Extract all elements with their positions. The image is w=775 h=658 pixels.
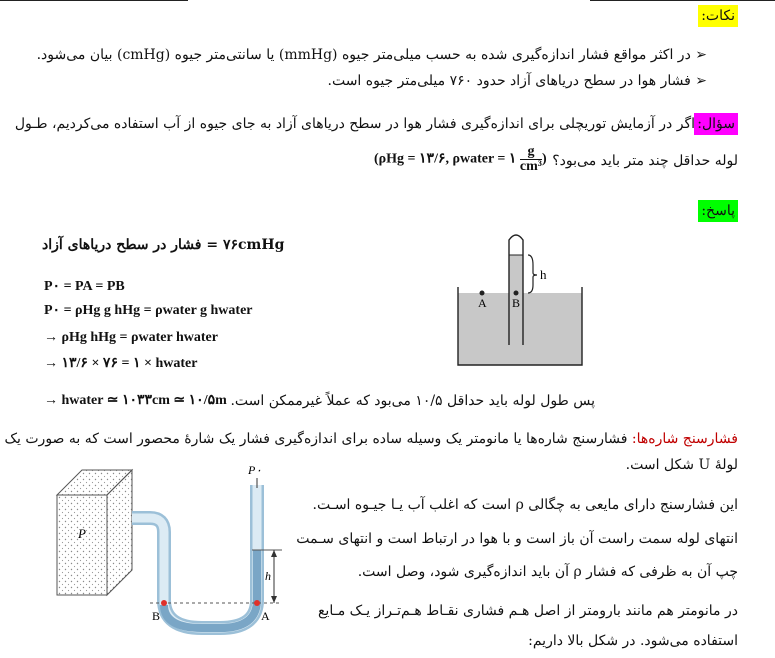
bullet-arrow-icon: ➢ <box>695 47 707 63</box>
point-B-manometer <box>161 600 167 606</box>
manometer-p2: انتهای لوله سمت راست آن باز است و با هوا در ارتباط است و انتهای سـمت <box>296 531 738 547</box>
question-line-2: لوله حداقل چند متر باید می‌بود؟ <box>552 153 738 169</box>
bullet-arrow-icon: ➢ <box>695 73 707 89</box>
manometer-intro-text: فشارسنج شاره‌ها یا مانومتر یک وسیله ساده برای اندازه‌گیری فشار یک شارهٔ محصور است که به صورت یک <box>4 431 628 447</box>
given-unit <box>520 145 542 174</box>
manometer-intro-line-1 <box>5 430 739 448</box>
manometer-p1: این فشارسنج دارای مایعی به چگالی ρ است که اغلب آب یـا جیـوه اسـت. <box>312 497 738 513</box>
answer-tag: پاسخ: <box>698 200 738 222</box>
question-line-1: اگر در آزمایش توریچلی برای اندازه‌گیری فشار هوا در سطح دریاهای آزاد به جای جیوه از آب استفاده می‌کردیم، طـول <box>14 116 695 132</box>
gas-container <box>57 470 132 595</box>
manometer-diagram <box>52 460 292 635</box>
notes-bullet-2 <box>328 72 708 90</box>
h-arrow-top <box>271 550 277 557</box>
answer-eq-4: → ۱۳/۶ × ۷۶ = ۱ × hwater <box>44 356 198 371</box>
manometer-p5: استفاده می‌شود. در شکل بالا داریم: <box>528 633 738 649</box>
answer-pressure-line: ۷۶cmHg = فشار در سطح دریاهای آزاد <box>42 237 285 253</box>
point-A-manometer <box>254 600 260 606</box>
torricelli-diagram <box>450 225 590 370</box>
given-hg: ρHg = ۱۳/۶ <box>378 151 446 167</box>
label-P0: P۰ <box>248 463 262 477</box>
manometer-intro-line-2: لولهٔ U شکل است. <box>625 457 738 473</box>
notes-bullet-1-text: در اکثر مواقع فشار اندازه‌گیری شده به حسب میلی‌متر جیوه (mmHg) یا سانتی‌متر جیوه (cmHg) بیان می‌شود. <box>36 47 691 63</box>
manometer-heading: فشارسنج شاره‌ها: <box>631 431 738 447</box>
u-tube-inner <box>132 485 257 628</box>
label-B: B <box>512 296 521 310</box>
notes-bullet-2-text: فشار هوا در سطح دریاهای آزاد حدود ۷۶۰ میلی‌متر جیوه است. <box>327 73 691 89</box>
question-tag: سؤال: <box>694 113 738 135</box>
answer-eq-2: P۰ = ρHg g hHg = ρwater g hwater <box>44 303 253 318</box>
given-unit-num: g <box>520 145 542 160</box>
label-h: h <box>540 267 547 282</box>
notes-bullet-1 <box>37 46 707 64</box>
top-rule-left <box>0 0 188 1</box>
given-water: ρwater = ۱ <box>452 151 517 167</box>
answer-conclusion-text: پس طول لوله باید حداقل ۱۰/۵ می‌بود که عملاً غیرممکن است. <box>230 393 595 409</box>
h-arrow-bottom <box>271 596 277 603</box>
label-A: A <box>478 296 487 310</box>
manometer-p4: در مانومتر هم مانند بارومتر از اصل هـم فشاری نقـاط هـم‌تـراز یـک مـایع <box>317 603 738 619</box>
point-A <box>480 291 485 296</box>
top-rule-right <box>590 0 775 1</box>
given-unit-den: cm³ <box>519 159 542 174</box>
label-P: P <box>78 526 86 541</box>
label-B-manometer: B <box>152 609 161 623</box>
point-B <box>514 291 519 296</box>
manometer-p3: چپ آن به ظرفی که فشار ρ آن باید اندازه‌گیری شود، وصل است. <box>357 564 738 580</box>
label-A-manometer: A <box>261 609 270 623</box>
answer-eq-1: P۰ = PA = PB <box>44 279 125 294</box>
question-given: (ρHg = ۱۳/۶, ρwater = ۱ $\frac{g}{\text{cm³}}$ ) <box>374 144 547 174</box>
h-brace <box>528 255 537 293</box>
answer-conclusion-eq: → hwater ≃ ۱۰۳۳cm ≃ ۱۰/۵m <box>44 393 227 408</box>
u-tube-body <box>132 485 257 628</box>
label-h-manometer: h <box>265 569 271 583</box>
notes-tag: نکات: <box>698 5 738 27</box>
answer-eq-3: → ρHg hHg = ρwater hwater <box>44 330 218 345</box>
